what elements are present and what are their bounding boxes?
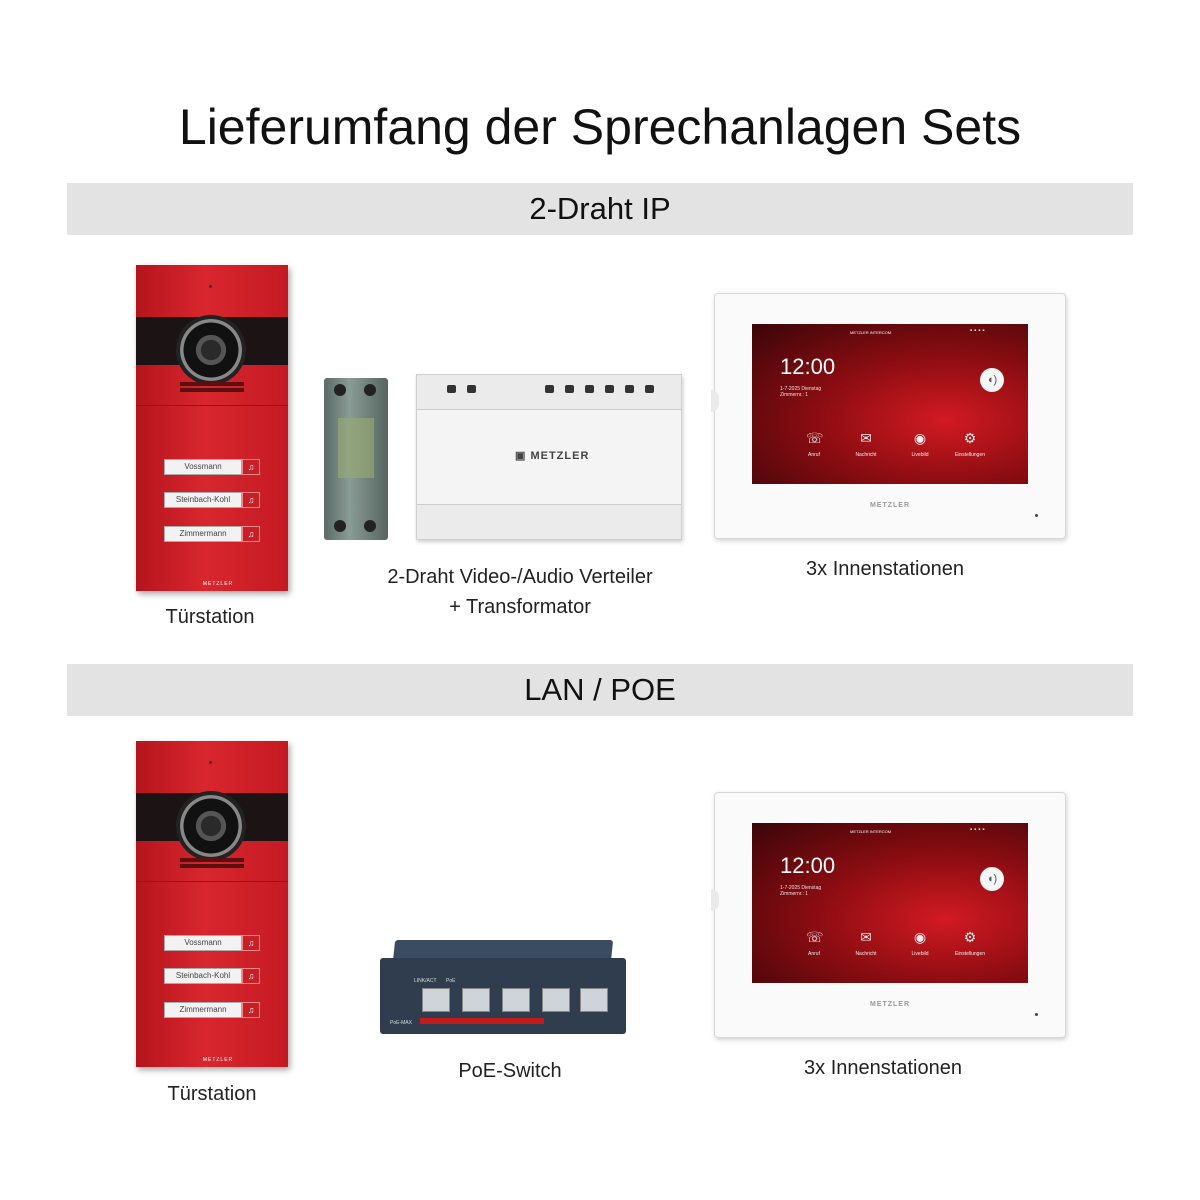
date-line: Zimmernr.: 1 [780, 891, 809, 897]
phone-icon: ☏ [806, 430, 824, 446]
nameplate: Steinbach-Kohl [164, 492, 242, 508]
status-led [1035, 1013, 1038, 1016]
page-title: Lieferumfang der Sprechanlagen Sets [178, 99, 1022, 155]
monitor-screen [752, 823, 1028, 983]
poe-switch-image [380, 940, 626, 1034]
ethernet-port-icon [422, 988, 450, 1012]
distributor-image [416, 374, 682, 540]
door-brand: METZLER [202, 581, 234, 587]
caption-distributor [360, 562, 680, 622]
panel-divider [136, 405, 288, 406]
phone-icon: ☏ [806, 929, 824, 945]
terminal [364, 384, 376, 396]
date-line: Zimmernr.: 1 [780, 392, 809, 398]
caption-door-station: Türstation [165, 606, 255, 628]
section-heading-lan-poe [67, 664, 1133, 716]
microphone-dot [209, 285, 212, 288]
port-label: LINK/ACT [414, 978, 437, 984]
status-icons: ▪▪▪▪ [970, 328, 987, 334]
distributor-brand: METZLER [530, 450, 590, 462]
envelope-icon: ✉ [860, 929, 872, 945]
caption-door-station: Türstation [167, 1083, 257, 1105]
caption-monitor: 3x Innenstationen [804, 1057, 962, 1079]
clock-time: 12:00 [780, 853, 836, 878]
camera-icon [176, 315, 246, 385]
terminal [585, 385, 594, 393]
terminal [565, 385, 574, 393]
transformer-label [338, 418, 374, 478]
section-heading-label: 2-Draht IP [529, 191, 671, 226]
port-label: PoE [446, 978, 456, 984]
clock-time: 12:00 [780, 354, 836, 379]
bell-icon: ♫ [242, 935, 260, 951]
icon-label: Nachricht [855, 452, 877, 458]
icon-label: Livebild [911, 951, 929, 957]
port-label: PoE-MAX [390, 1020, 412, 1026]
monitor-brand: METZLER [869, 1001, 911, 1008]
terminal [467, 385, 476, 393]
bell-icon: ♫ [242, 968, 260, 984]
terminal [645, 385, 654, 393]
terminal [545, 385, 554, 393]
icon-label: Nachricht [855, 951, 877, 957]
clock-date [780, 386, 821, 398]
distributor-top-terminals [417, 375, 681, 410]
door-station-image [136, 741, 288, 1067]
bell-icon: ♫ [242, 492, 260, 508]
nameplate: Steinbach-Kohl [164, 968, 242, 984]
terminal [364, 520, 376, 532]
caption-line: + Transformator [449, 596, 591, 618]
caption-switch: PoE-Switch [458, 1060, 562, 1082]
ethernet-port-icon [462, 988, 490, 1012]
nameplate: Vossmann [164, 459, 242, 475]
monitor-screen [752, 324, 1028, 484]
terminal [447, 385, 456, 393]
bell-icon: ♫ [242, 526, 260, 542]
bell-icon: ♫ [242, 1002, 260, 1018]
bell-icon: ♫ [242, 459, 260, 475]
ethernet-port-icon [542, 988, 570, 1012]
caption-monitor: 3x Innenstationen [806, 558, 964, 580]
screen-brand: METZLER INTERCOM [850, 829, 892, 834]
indoor-monitor-image [714, 293, 1066, 539]
nameplate: Zimmermann [164, 1002, 242, 1018]
volume-icon: ◖) [980, 867, 1004, 891]
eye-icon: ◉ [913, 929, 927, 945]
icon-label: Einstellungen [954, 951, 986, 957]
terminal [334, 384, 346, 396]
section-heading-label: LAN / POE [524, 672, 676, 707]
terminal [334, 520, 346, 532]
speaker-grill [180, 382, 244, 386]
terminal [625, 385, 634, 393]
icon-label: Einstellungen [954, 452, 986, 458]
speaker-grill [180, 858, 244, 862]
side-button [711, 889, 719, 911]
caption-line: 2-Draht Video-/Audio Verteiler [387, 566, 653, 588]
side-button [711, 390, 719, 412]
distributor-bottom-terminals [417, 504, 681, 539]
gear-icon: ⚙ [963, 430, 977, 446]
poe-port-strip [420, 1018, 544, 1024]
indoor-monitor-image [714, 792, 1066, 1038]
icon-label: Livebild [911, 452, 929, 458]
date-line: 1-7-2025 Dienstag [780, 885, 822, 891]
section-heading-2draht [67, 183, 1133, 235]
transformer-image [324, 378, 388, 540]
nameplate: Zimmermann [164, 526, 242, 542]
status-icons: ▪▪▪▪ [970, 827, 987, 833]
gear-icon: ⚙ [963, 929, 977, 945]
ethernet-port-icon [580, 988, 608, 1012]
monitor-brand: METZLER [869, 502, 911, 509]
ethernet-port-icon [502, 988, 530, 1012]
camera-icon [176, 791, 246, 861]
door-brand: METZLER [202, 1057, 234, 1063]
icon-label: Anruf [808, 951, 820, 957]
nameplate: Vossmann [164, 935, 242, 951]
date-line: 1-7-2025 Dienstag [780, 386, 822, 392]
eye-icon: ◉ [913, 430, 927, 446]
door-station-image [136, 265, 288, 591]
microphone-dot [209, 761, 212, 764]
icon-label: Anruf [808, 452, 820, 458]
envelope-icon: ✉ [860, 430, 872, 446]
screen-brand: METZLER INTERCOM [850, 330, 892, 335]
clock-date [780, 885, 821, 897]
terminal [605, 385, 614, 393]
distributor-logo: ▣ METZLER [515, 450, 590, 462]
volume-icon: ◖) [980, 368, 1004, 392]
status-led [1035, 514, 1038, 517]
panel-divider [136, 881, 288, 882]
